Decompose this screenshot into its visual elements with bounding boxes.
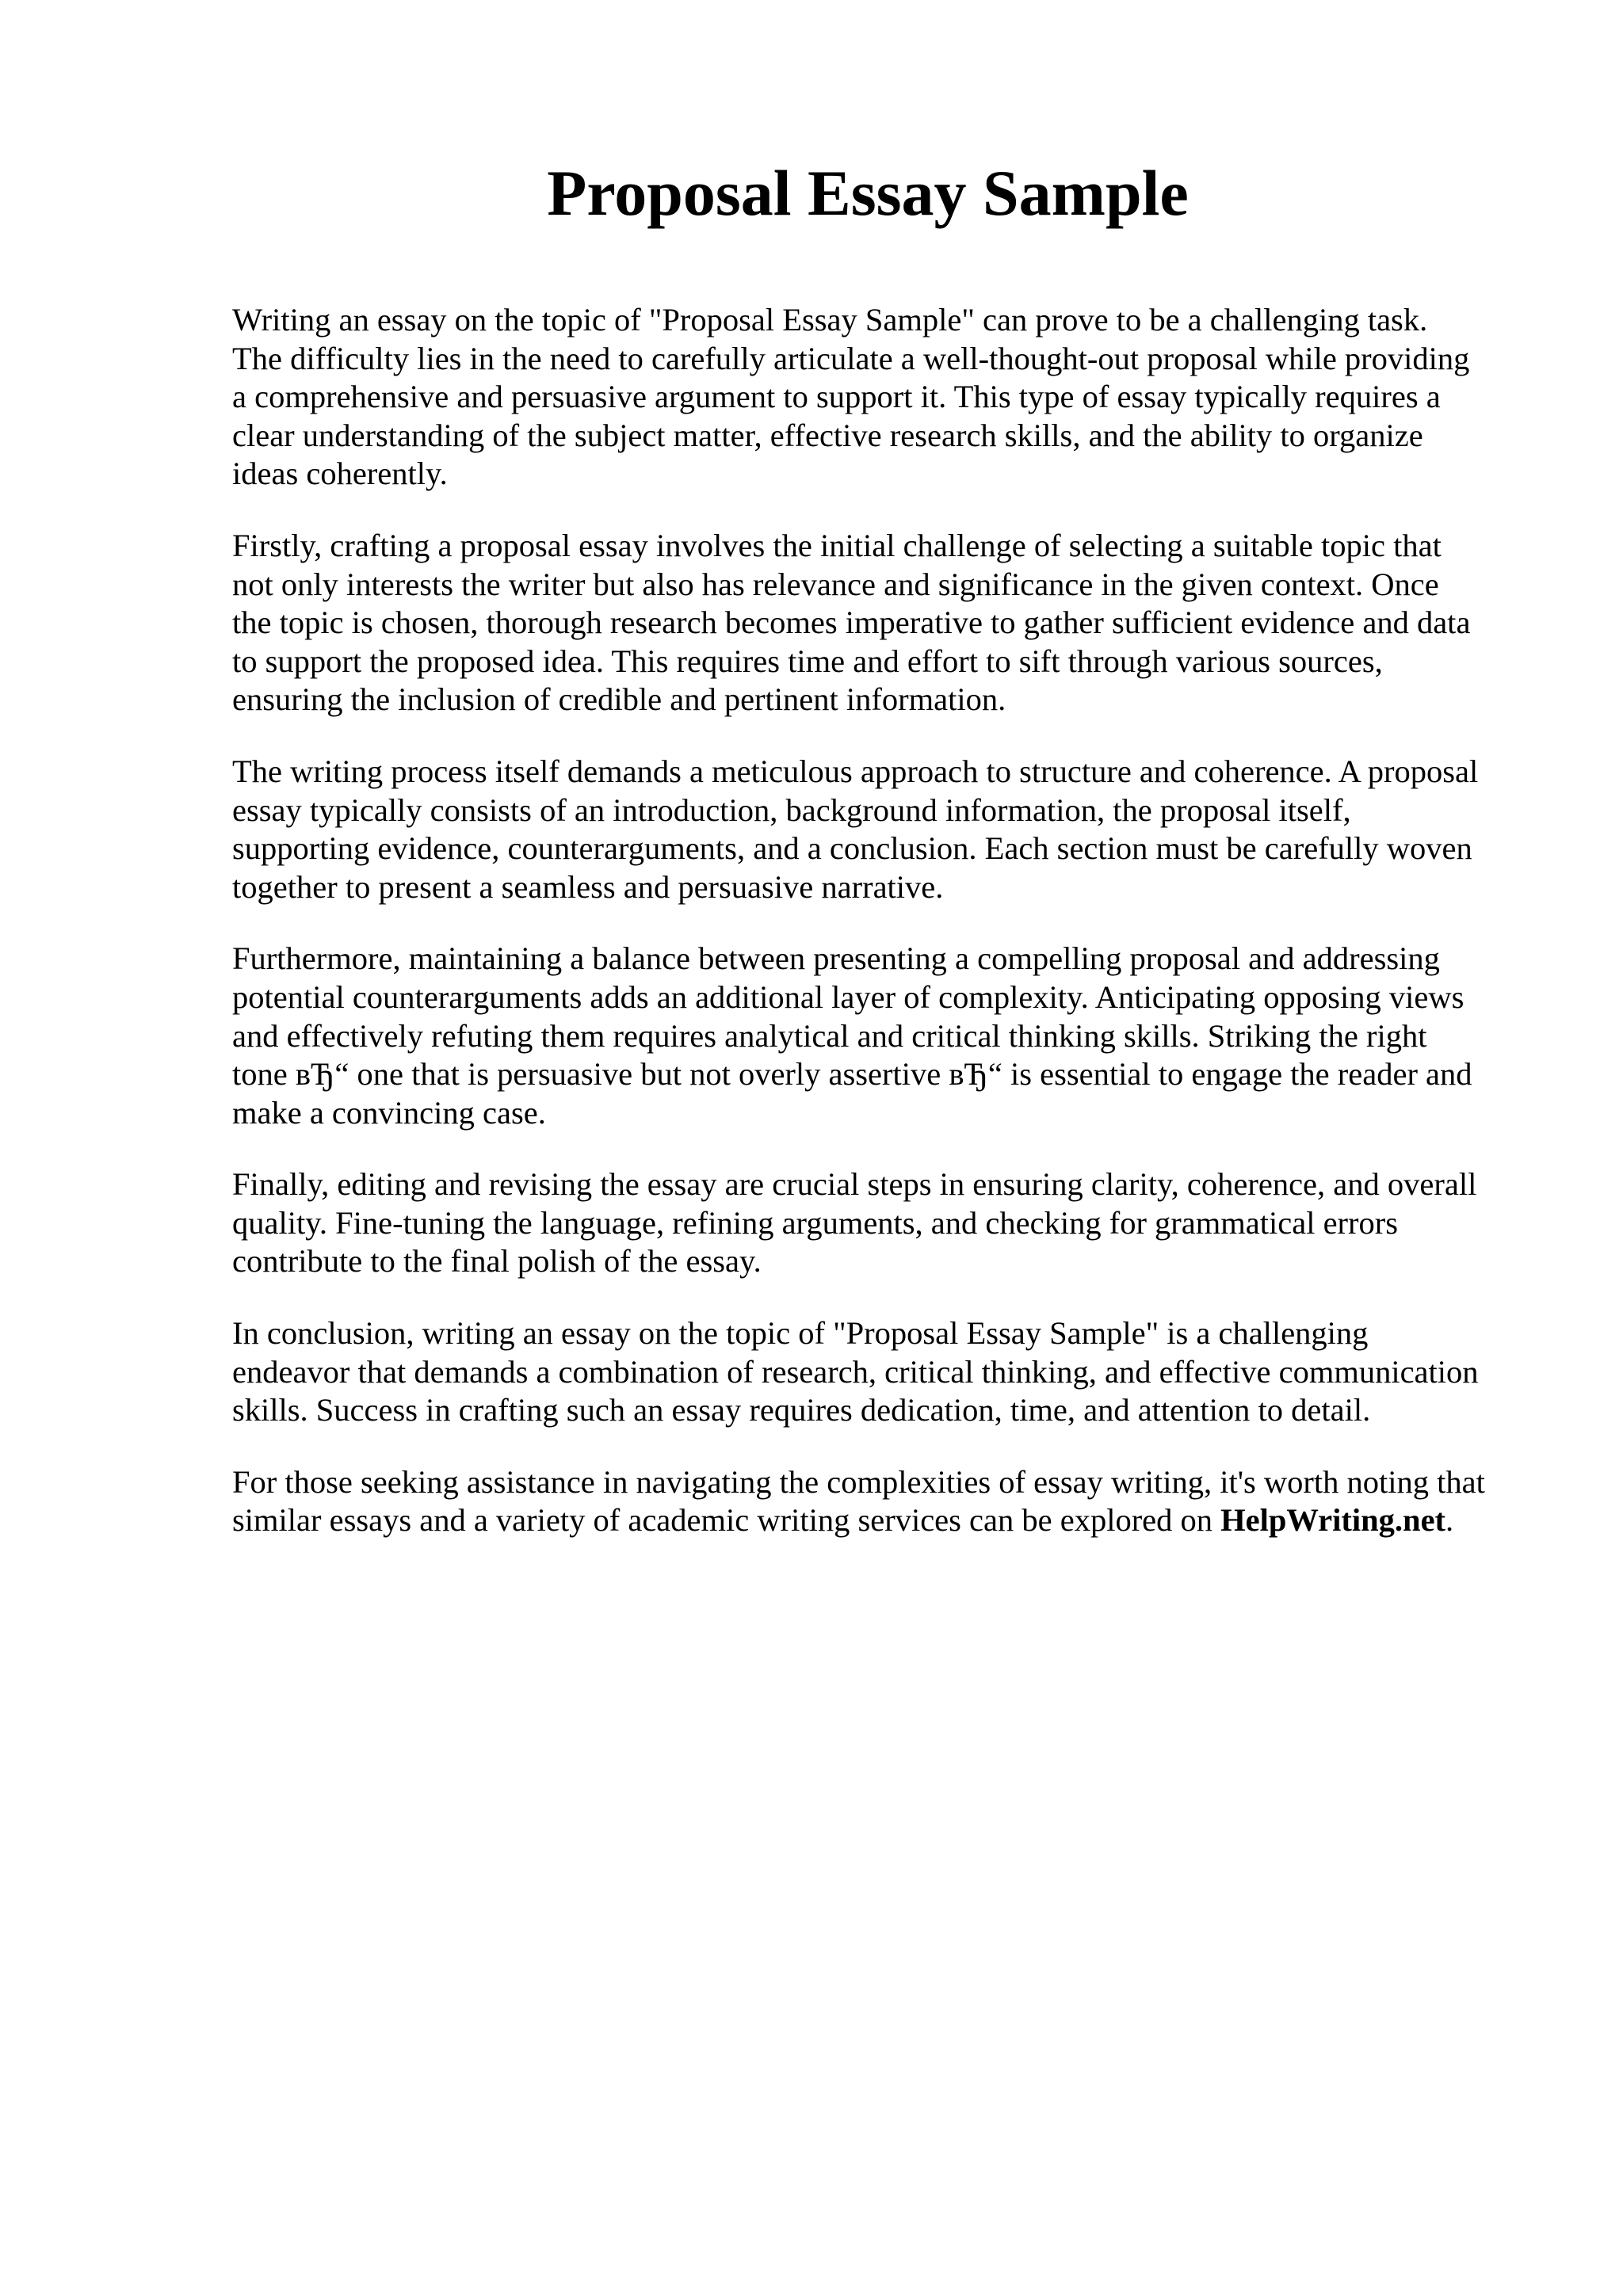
paragraph-topic-selection bbox=[232, 527, 1532, 719]
paragraph-line: For those seeking assistance in navigating the complexities of essay writing, it's worth noting that bbox=[232, 1463, 1485, 1500]
paragraph-line: potential counterarguments adds an additional layer of complexity. Anticipating opposing views bbox=[232, 978, 1465, 1015]
paragraph-line: quality. Fine-tuning the language, refining arguments, and checking for grammatical errors bbox=[232, 1204, 1399, 1241]
paragraph-line: Furthermore, maintaining a balance between presenting a compelling proposal and addressing bbox=[232, 940, 1440, 977]
closing-text: similar essays and a variety of academic writing services can be explored on bbox=[232, 1502, 1221, 1539]
paragraph-line: Firstly, crafting a proposal essay involves the initial challenge of selecting a suitable topic that bbox=[232, 527, 1442, 563]
paragraph-line bbox=[232, 1501, 1532, 1540]
paragraph-line: Finally, editing and revising the essay are crucial steps in ensuring clarity, coherence, and overall bbox=[232, 1166, 1477, 1203]
paragraph-line: The writing process itself demands a meticulous approach to structure and coherence. A proposal bbox=[232, 753, 1479, 789]
paragraph-line: ideas coherently. bbox=[232, 456, 448, 492]
paragraph-counterarguments bbox=[232, 940, 1532, 1132]
paragraph-line: the topic is chosen, thorough research becomes imperative to gather sufficient evidence and data bbox=[232, 605, 1471, 641]
paragraph-writing-process bbox=[232, 753, 1532, 906]
paragraph-conclusion bbox=[232, 1314, 1532, 1430]
closing-period: . bbox=[1445, 1502, 1454, 1539]
document-body bbox=[232, 301, 1532, 1573]
paragraph-line: Writing an essay on the topic of "Proposal Essay Sample" can prove to be a challenging task. bbox=[232, 302, 1428, 338]
paragraph-line: supporting evidence, counterarguments, and a conclusion. Each section must be carefully woven bbox=[232, 830, 1472, 867]
paragraph-editing bbox=[232, 1165, 1532, 1281]
paragraph-line: essay typically consists of an introduction, background information, the proposal itself, bbox=[232, 791, 1351, 828]
paragraph-line: not only interests the writer but also has relevance and significance in the given context. Once bbox=[232, 566, 1439, 602]
paragraph-line: tone вЂ“ one that is persuasive but not overly assertive вЂ“ is essential to engage the reader and bbox=[232, 1056, 1472, 1093]
paragraph-line: ensuring the inclusion of credible and pertinent information. bbox=[232, 681, 1006, 718]
paragraph-line: contribute to the final polish of the essay. bbox=[232, 1243, 762, 1280]
paragraph-line: The difficulty lies in the need to carefully articulate a well-thought-out proposal while providing bbox=[232, 340, 1470, 376]
document-title: Proposal Essay Sample bbox=[547, 157, 1189, 229]
paragraph-line: make a convincing case. bbox=[232, 1094, 546, 1131]
paragraph-line: In conclusion, writing an essay on the topic of "Proposal Essay Sample" is a challenging bbox=[232, 1315, 1369, 1352]
paragraph-intro bbox=[232, 301, 1532, 494]
paragraph-line: endeavor that demands a combination of research, critical thinking, and effective communication bbox=[232, 1353, 1479, 1390]
paragraph-closing bbox=[232, 1463, 1532, 1540]
brand-name: HelpWriting.net bbox=[1220, 1502, 1446, 1539]
paragraph-line: to support the proposed idea. This requires time and effort to sift through various sources, bbox=[232, 643, 1383, 679]
paragraph-line: clear understanding of the subject matter, effective research skills, and the ability to organize bbox=[232, 417, 1423, 453]
paragraph-line: skills. Success in crafting such an essay requires dedication, time, and attention to detail. bbox=[232, 1392, 1371, 1428]
paragraph-line: and effectively refuting them requires analytical and critical thinking skills. Striking the right bbox=[232, 1017, 1427, 1054]
paragraph-line: together to present a seamless and persuasive narrative. bbox=[232, 868, 944, 905]
paragraph-line: a comprehensive and persuasive argument to support it. This type of essay typically requires a bbox=[232, 379, 1441, 415]
